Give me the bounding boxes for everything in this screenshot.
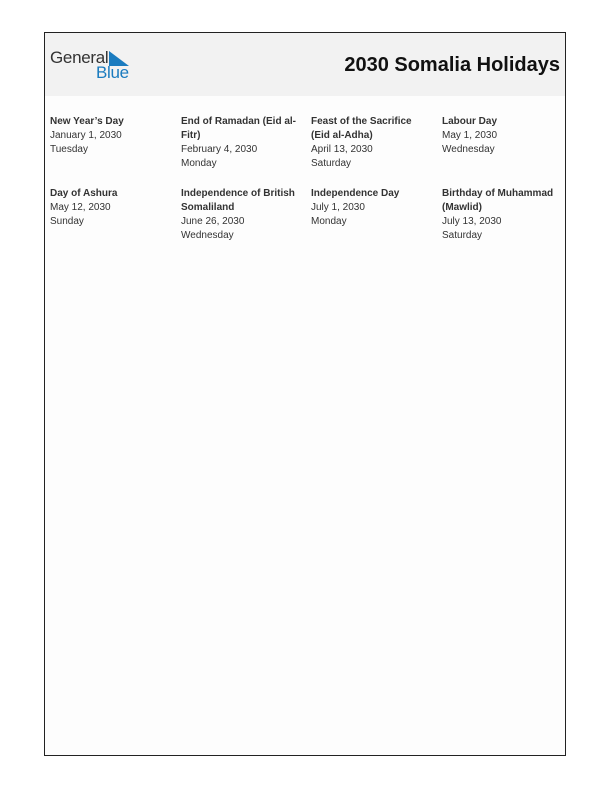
- holiday-name: End of Ramadan (Eid al-Fitr): [181, 116, 297, 141]
- holiday-weekday: Monday: [181, 158, 217, 169]
- holiday-date: July 13, 2030: [442, 216, 502, 227]
- holiday-item: [181, 115, 303, 171]
- holiday-date: January 1, 2030: [50, 130, 122, 141]
- holiday-name: Feast of the Sacrifice (Eid al-Adha): [311, 116, 412, 141]
- holiday-name: Birthday of Muhammad (Mawlid): [442, 188, 554, 213]
- page-frame: [44, 32, 566, 756]
- holiday-date: June 26, 2030: [181, 216, 245, 227]
- holiday-weekday: Tuesday: [50, 144, 88, 155]
- holiday-weekday: Wednesday: [181, 230, 234, 241]
- holiday-item: [311, 187, 433, 229]
- holiday-weekday: Wednesday: [442, 144, 495, 155]
- holiday-item: [50, 187, 172, 229]
- holiday-weekday: Saturday: [311, 158, 352, 169]
- holiday-name: Independence Day: [311, 188, 400, 199]
- holiday-item: [181, 187, 303, 243]
- holiday-item: [442, 115, 564, 157]
- holiday-name: New Year’s Day: [50, 116, 124, 127]
- holiday-date: May 12, 2030: [50, 202, 111, 213]
- holiday-item: [311, 115, 433, 171]
- holiday-date: February 4, 2030: [181, 144, 258, 155]
- page-title: 2030 Somalia Holidays: [344, 54, 560, 76]
- holiday-weekday: Monday: [311, 216, 347, 227]
- logo-general-text: General: [50, 48, 109, 67]
- holiday-weekday: Saturday: [442, 230, 483, 241]
- logo-blue-text: Blue: [96, 63, 129, 82]
- holiday-name: Independence of British Somaliland: [181, 188, 295, 213]
- header: [45, 33, 565, 96]
- holiday-date: May 1, 2030: [442, 130, 498, 141]
- holiday-date: April 13, 2030: [311, 144, 373, 155]
- holiday-weekday: Sunday: [50, 216, 84, 227]
- holiday-name: Labour Day: [442, 116, 498, 127]
- holiday-item: [50, 115, 172, 157]
- logo: [50, 48, 140, 82]
- holiday-name: Day of Ashura: [50, 188, 118, 199]
- holiday-item: [442, 187, 564, 243]
- holiday-date: July 1, 2030: [311, 202, 365, 213]
